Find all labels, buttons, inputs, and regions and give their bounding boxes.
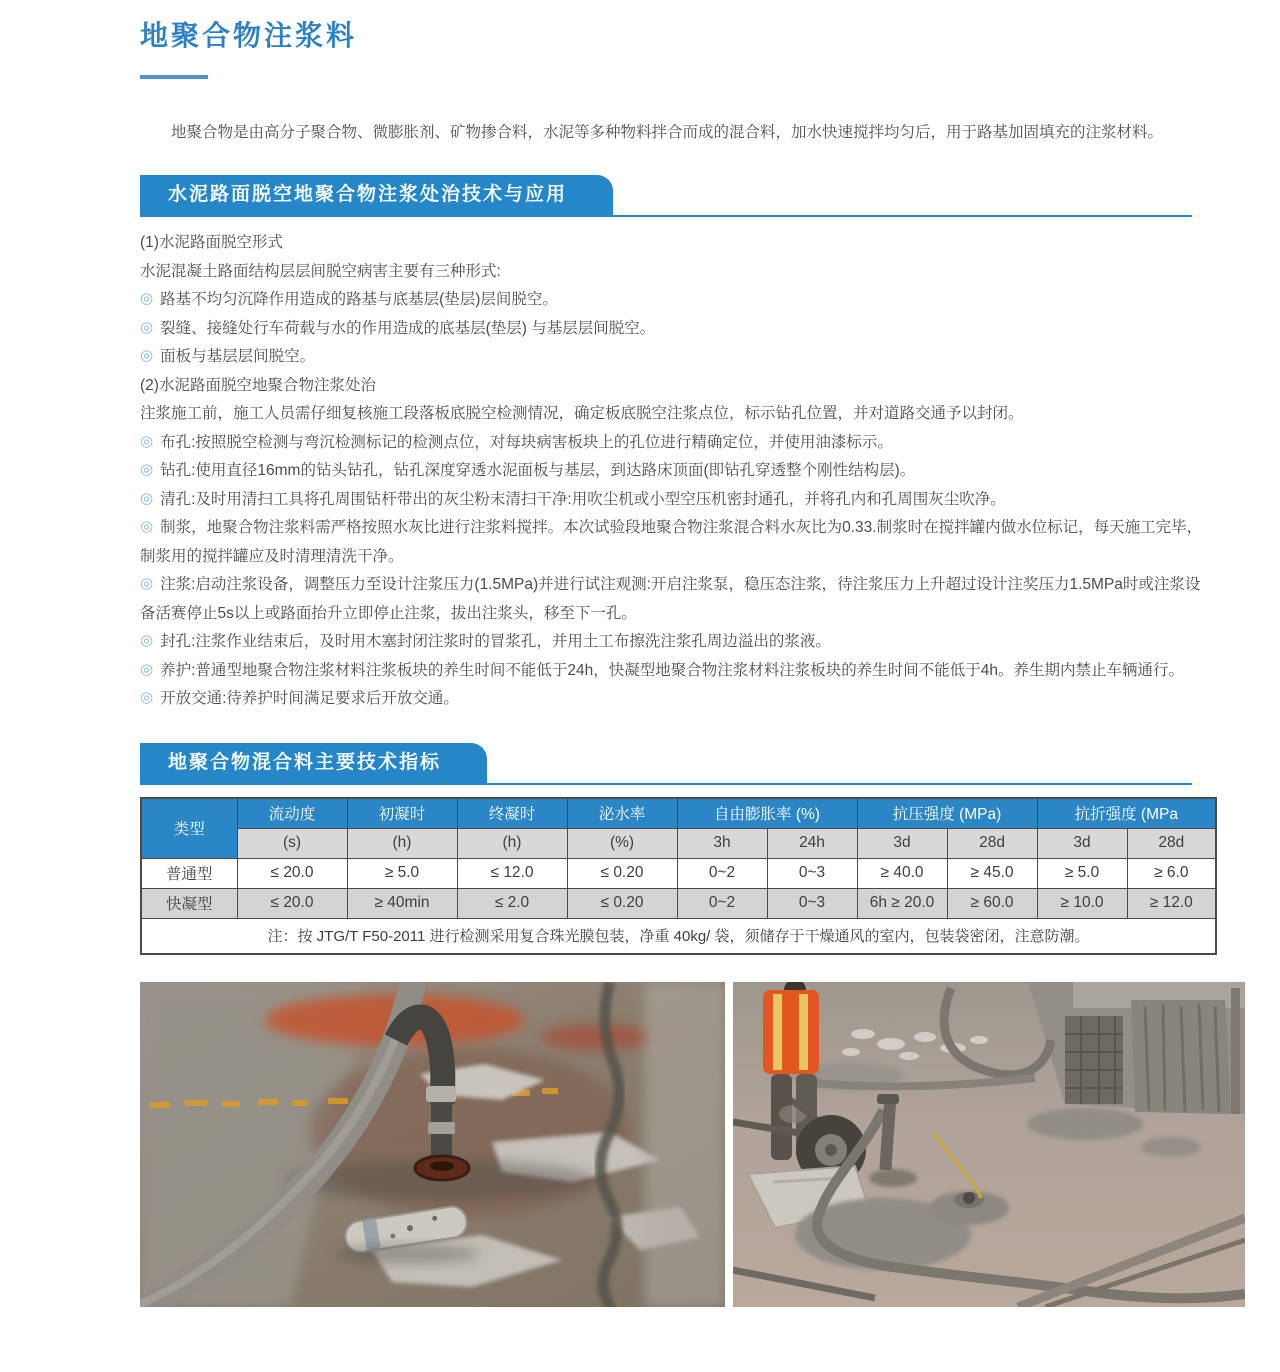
ring-bullet-icon: ◎ (140, 689, 154, 706)
table-header-row-1 (141, 798, 1216, 829)
paragraph: (1)水泥路面脱空形式 (140, 234, 283, 251)
cell: 0~3 (767, 858, 857, 888)
bullet-item: ◎ 注浆:启动注浆设备，调整压力至设计注浆压力(1.5MPa)并进行试注观测:开启注浆泵，稳压态注浆，待注浆压力上升超过设计注奖压力1.5MPa时或注浆设备活赛停止5s以上或路面抬升立即停止注浆，拔出注浆头，移至下一孔。 (140, 571, 1215, 628)
col-header-group: 自由膨胀率 (%) (677, 798, 857, 829)
cell: 0~2 (677, 888, 767, 918)
cell: 0~2 (677, 858, 767, 888)
col-sub: 28d (947, 828, 1037, 858)
page-title: 地聚合物注浆料 (140, 20, 358, 51)
ring-bullet-icon: ◎ (140, 461, 154, 478)
col-header: 终凝时 (457, 798, 567, 829)
ring-bullet-icon: ◎ (140, 632, 154, 649)
title-underline (140, 75, 208, 79)
section1-body (140, 229, 1215, 714)
table-note-row (141, 918, 1216, 954)
cell: ≥ 45.0 (947, 858, 1037, 888)
cell: ≥ 40.0 (857, 858, 947, 888)
cell: ≤ 0.20 (567, 888, 677, 918)
content-column (140, 0, 1245, 1307)
ring-bullet-icon: ◎ (140, 432, 154, 450)
bullet-item: ◎ 裂缝、接缝处行车荷载与水的作用造成的底基层(垫层) 与基层层间脱空。 (140, 315, 1215, 344)
photo-grouting-hole-with-hose (140, 982, 725, 1307)
table-note: 注：按 JTG/T F50-2011 进行检测采用复合珠光膜包装，净重 40kg/ 袋，须储存于干燥通风的室内，包装袋密闭，注意防潮。 (141, 918, 1216, 954)
col-header: 流动度 (237, 798, 347, 829)
ring-bullet-icon: ◎ (140, 575, 154, 592)
row-label: 快凝型 (141, 888, 237, 918)
col-sub: 3d (1037, 828, 1127, 858)
bullet-item: ◎ 钻孔:使用直径16mm的钻头钻孔，钻孔深度穿透水泥面板与基层，到达路床顶面(即钻孔穿透整个刚性结构层)。 (140, 457, 1215, 486)
col-unit: (h) (457, 828, 567, 858)
table-header-row-2 (141, 828, 1216, 858)
bullet-item: ◎ 开放交通:待养护时间满足要求后开放交通。 (140, 685, 1215, 714)
cell: ≤ 12.0 (457, 858, 567, 888)
paragraph: 水泥混凝土路面结构层层间脱空病害主要有三种形式: (140, 262, 501, 280)
section2-heading: 地聚合物混合料主要技术指标 (140, 743, 487, 783)
bullet-item: ◎ 封孔:注浆作业结束后，及时用木塞封闭注浆时的冒浆孔，并用土工布擦洗注浆孔周边溢出的浆液。 (140, 628, 1215, 657)
bullet-item: ◎ 制浆，地聚合物注浆料需严格按照水灰比进行注浆料搅拌。本次试验段地聚合物注浆混合料水灰比为0.33.制浆时在搅拌罐内做水位标记，每天施工完毕，制浆用的搅拌罐应及时清理清洗干净。 (140, 514, 1215, 571)
col-unit: (h) (347, 828, 457, 858)
paragraph: (2)水泥路面脱空地聚合物注浆处治 (140, 376, 376, 394)
cell: ≤ 2.0 (457, 888, 567, 918)
cell: ≥ 6.0 (1127, 858, 1216, 888)
col-header: 泌水率 (567, 798, 677, 829)
cell: ≤ 20.0 (237, 858, 347, 888)
col-sub: 24h (767, 828, 857, 858)
table-row (141, 888, 1216, 918)
col-sub: 3h (677, 828, 767, 858)
intro-paragraph: 地聚合物是由高分子聚合物、微膨胀剂、矿物掺合料，水泥等多种物料拌合而成的混合料，加水快速搅拌均匀后，用于路基加固填充的注浆材料。 (171, 124, 1164, 141)
ring-bullet-icon: ◎ (140, 518, 154, 535)
section2-heading-bar (140, 743, 1192, 785)
spec-table (140, 797, 1217, 955)
cell: ≥ 5.0 (347, 858, 457, 888)
cell: ≤ 0.20 (567, 858, 677, 888)
col-header: 初凝时 (347, 798, 457, 829)
col-unit: (s) (237, 828, 347, 858)
photo-row (140, 982, 1245, 1307)
ring-bullet-icon: ◎ (140, 660, 154, 678)
cell: ≥ 10.0 (1037, 888, 1127, 918)
cell: ≥ 12.0 (1127, 888, 1216, 918)
cell: ≥ 5.0 (1037, 858, 1127, 888)
ring-bullet-icon: ◎ (140, 318, 154, 336)
cell: ≥ 40min (347, 888, 457, 918)
col-header-group: 抗压强度 (MPa) (857, 798, 1037, 829)
bullet-item: ◎ 面板与基层层间脱空。 (140, 343, 1215, 372)
bullet-item: ◎ 养护:普通型地聚合物注浆材料注浆板块的养生时间不能低于24h，快凝型地聚合物注浆材料注浆板块的养生时间不能低于4h。养生期内禁止车辆通行。 (140, 657, 1215, 686)
ring-bullet-icon: ◎ (140, 489, 154, 507)
cell: 0~3 (767, 888, 857, 918)
section1-heading-bar (140, 175, 1192, 217)
photo-grouting-construction-site (733, 982, 1245, 1307)
bullet-item: ◎ 布孔:按照脱空检测与弯沉检测标记的检测点位，对每块病害板块上的孔位进行精确定位，并使用油漆标示。 (140, 429, 1215, 458)
ring-bullet-icon: ◎ (140, 290, 154, 307)
row-label: 普通型 (141, 858, 237, 888)
col-unit: (%) (567, 828, 677, 858)
bullet-item: ◎ 清孔:及时用清扫工具将孔周围钻杆带出的灰尘粉末清扫干净:用吹尘机或小型空压机密封通孔，并将孔内和孔周围灰尘吹净。 (140, 486, 1215, 515)
paragraph: 注浆施工前，施工人员需仔细复核施工段落板底脱空检测情况，确定板底脱空注浆点位，标示钻孔位置，并对道路交通予以封闭。 (140, 405, 1024, 422)
cell: ≤ 20.0 (237, 888, 347, 918)
col-header-group: 抗折强度 (MPa (1037, 798, 1216, 829)
cell: 6h ≥ 20.0 (857, 888, 947, 918)
cell: ≥ 60.0 (947, 888, 1037, 918)
col-sub: 3d (857, 828, 947, 858)
section1-heading: 水泥路面脱空地聚合物注浆处治技术与应用 (140, 175, 613, 215)
col-sub: 28d (1127, 828, 1216, 858)
col-header-type: 类型 (141, 798, 237, 859)
ring-bullet-icon: ◎ (140, 347, 154, 364)
bullet-item: ◎ 路基不均匀沉降作用造成的路基与底基层(垫层)层间脱空。 (140, 286, 1215, 315)
table-row (141, 858, 1216, 888)
